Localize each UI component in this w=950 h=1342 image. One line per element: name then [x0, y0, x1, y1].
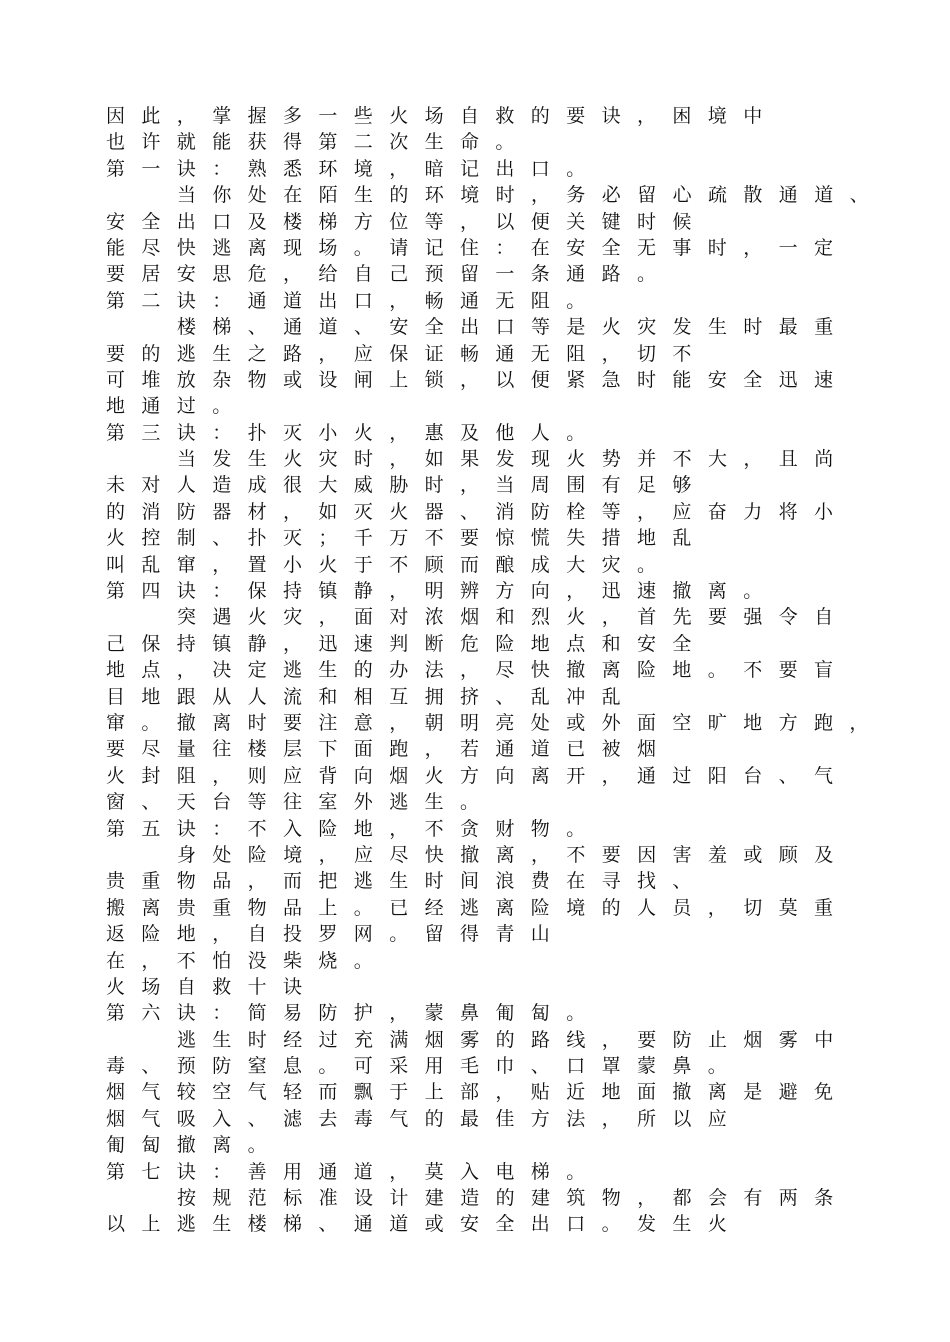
- paragraph-first-line: 当你处在陌生的环境时，务必留心疏散通道、: [177, 184, 886, 207]
- text-line: 窜。撤离时要注意，朝明亮处或外面空旷地方跑，: [106, 711, 885, 734]
- text-line: 地通过。: [106, 395, 248, 418]
- text-line: 在，不怕没柴烧。: [106, 949, 390, 972]
- text-line: 火封阻，则应背向烟火方向离开，通过阳台、气: [106, 764, 850, 787]
- text-line: 的消防器材，如灭火器、消防栓等，应奋力将小: [106, 500, 850, 523]
- paragraph-first-line: 突遇火灾，面对浓烟和烈火，首先要强令自: [177, 606, 850, 629]
- text-line: 因此，掌握多一些火场自救的要诀，困境中: [106, 105, 779, 127]
- section-heading: 第七诀：善用通道，莫入电梯。: [106, 1160, 602, 1183]
- text-line: 烟气吸入、滤去毒气的最佳方法，所以应: [106, 1107, 744, 1130]
- document-title: 火场自救十诀: [106, 975, 319, 998]
- text-line: 己保持镇静，迅速判断危险地点和安全: [106, 632, 708, 655]
- paragraph-first-line: 楼梯、通道、安全出口等是火灾发生时最重: [177, 316, 850, 339]
- text-line: 搬离贵重物品上。已经逃离险境的人员，切莫重: [106, 896, 850, 919]
- text-line: 烟气较空气轻而飘于上部，贴近地面撤离是避免: [106, 1081, 850, 1104]
- document-body: [106, 103, 886, 1238]
- text-line: 安全出口及楼梯方位等，以便关键时候: [106, 210, 708, 233]
- section-heading: 第五诀：不入险地，不贪财物。: [106, 817, 602, 840]
- text-line: 返险地，自投罗网。留得青山: [106, 923, 567, 946]
- text-line: 贵重物品，而把逃生时间浪费在寻找、: [106, 870, 708, 893]
- section-heading: 第三诀：扑灭小火，惠及他人。: [106, 421, 602, 444]
- section-heading: 第六诀：简易防护，蒙鼻匍匐。: [106, 1002, 602, 1025]
- paragraph-first-line: 身处险境，应尽快撤离，不要因害羞或顾及: [177, 843, 850, 866]
- text-line: 毒、预防窒息。可采用毛巾、口罩蒙鼻。: [106, 1055, 744, 1078]
- section-heading: 第四诀：保持镇静，明辨方向，迅速撤离。: [106, 580, 779, 603]
- paragraph-first-line: 当发生火灾时，如果发现火势并不大，且尚: [177, 448, 850, 471]
- text-line: 窗、天台等往室外逃生。: [106, 791, 496, 814]
- section-heading: 第二诀：通道出口，畅通无阻。: [106, 289, 602, 312]
- text-line: 未对人造成很大威胁时，当周围有足够: [106, 474, 708, 497]
- text-line: 要的逃生之路，应保证畅通无阻，切不: [106, 342, 708, 365]
- text-line: 地点，决定逃生的办法，尽快撤离险地。不要盲: [106, 659, 850, 682]
- text-line: 也许就能获得第二次生命。: [106, 131, 531, 154]
- paragraph-first-line: 按规范标准设计建造的建筑物，都会有两条: [177, 1187, 850, 1210]
- section-heading: 第一诀：熟悉环境，暗记出口。: [106, 157, 602, 180]
- text-line: 能尽快逃离现场。请记住：在安全无事时，一定: [106, 236, 850, 259]
- text-line: 叫乱窜，置小火于不顾而酿成大灾。: [106, 553, 673, 576]
- text-line: 匍匐撤离。: [106, 1134, 284, 1157]
- text-line: 目地跟从人流和相互拥挤、乱冲乱: [106, 685, 638, 708]
- text-line: 可堆放杂物或设闸上锁，以便紧急时能安全迅速: [106, 368, 850, 391]
- text-line: 火控制、扑灭；千万不要惊慌失措地乱: [106, 527, 708, 550]
- text-line: 以上逃生楼梯、通道或安全出口。发生火: [106, 1213, 744, 1236]
- paragraph-first-line: 逃生时经过充满烟雾的路线，要防止烟雾中: [177, 1028, 850, 1051]
- text-line: 要尽量往楼层下面跑，若通道已被烟: [106, 738, 673, 761]
- text-line: 要居安思危，给自己预留一条通路。: [106, 263, 673, 286]
